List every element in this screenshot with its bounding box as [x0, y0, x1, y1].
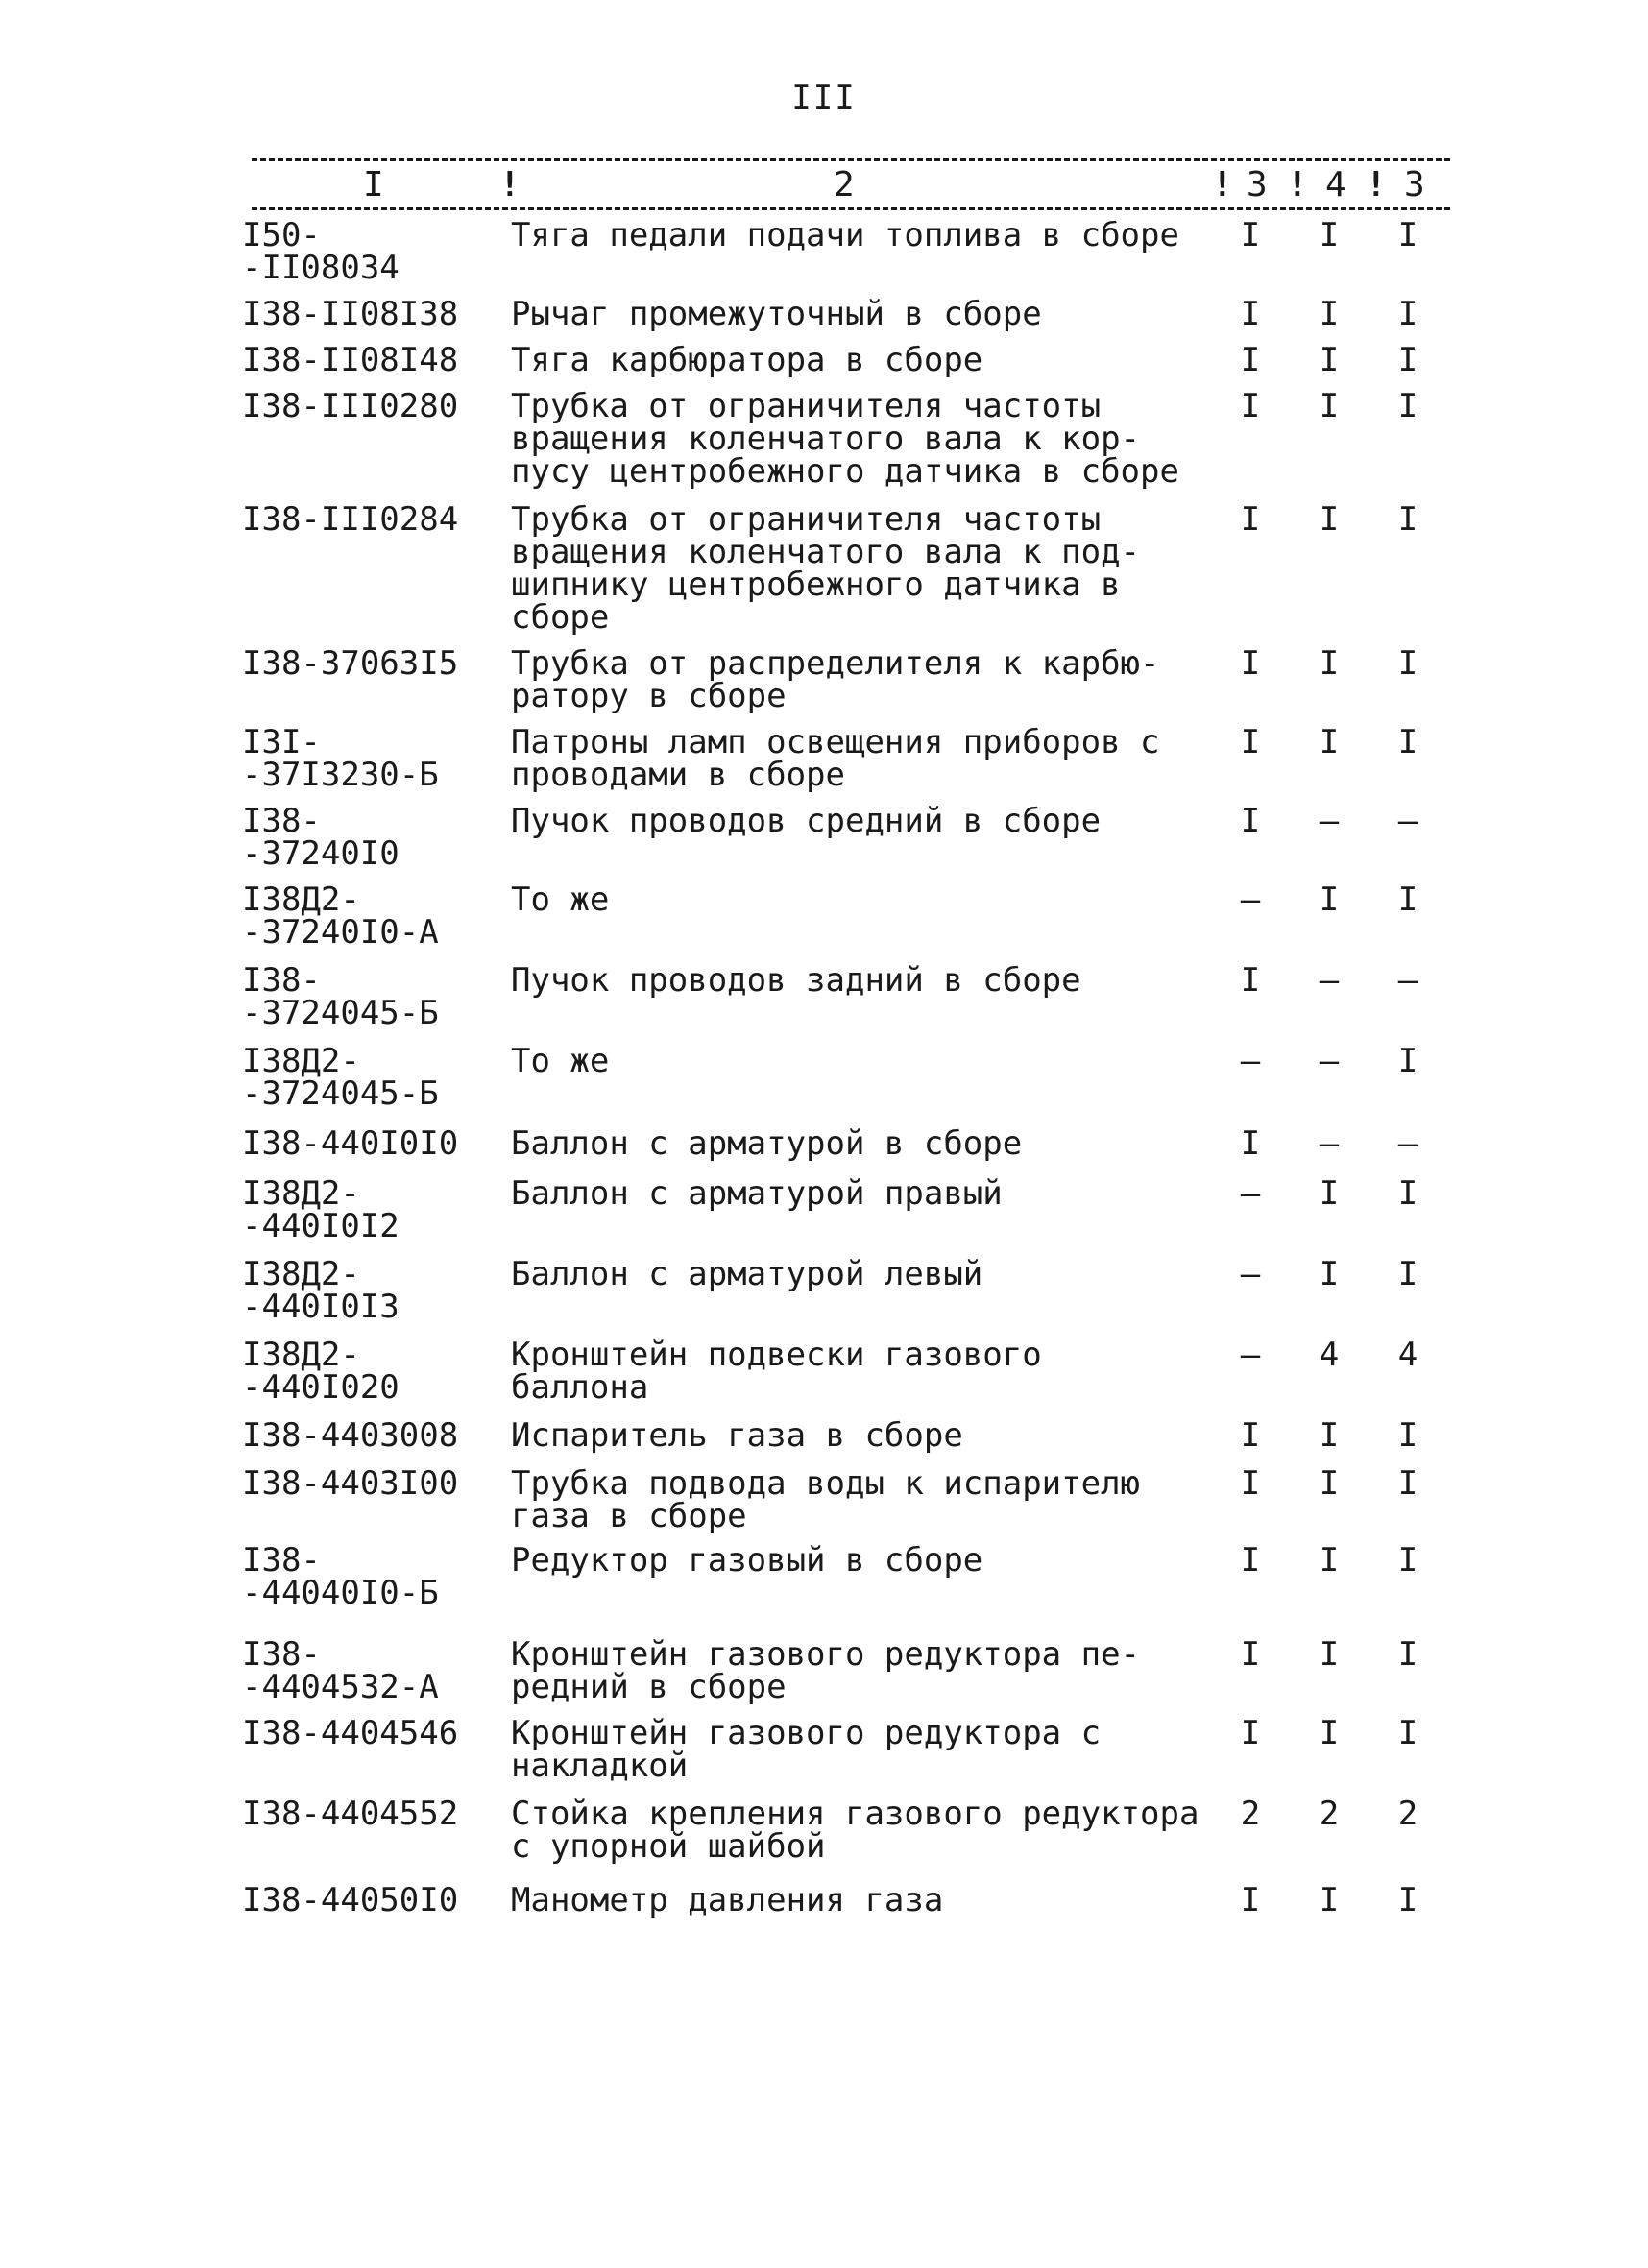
part-code: I38- -3724045-Б [242, 961, 439, 1032]
quantity-col5: – [1397, 802, 1418, 840]
quantity-col5: I [1397, 216, 1418, 254]
part-name: Редуктор газовый в сборе [511, 1541, 983, 1580]
quantity-col5: I [1397, 1464, 1418, 1503]
quantity-col5: 2 [1397, 1795, 1418, 1833]
part-name: Стойка крепления газового редуктора с упорной шайбой [511, 1795, 1200, 1866]
quantity-col4: I [1319, 341, 1340, 379]
quantity-col3: I [1240, 341, 1261, 379]
quantity-col3: – [1240, 1174, 1261, 1213]
table-row [0, 500, 1648, 647]
part-name: Пучок проводов задний в сборе [511, 961, 1081, 1000]
part-name: Тяга карбюратора в сборе [511, 341, 983, 379]
quantity-col4: I [1319, 881, 1340, 919]
quantity-col3: I [1240, 644, 1261, 683]
header-col-1: I [363, 165, 384, 205]
part-name: Трубка от ограничителя частоты вращения коленчатого вала к под- шипнику центробежного датчика в сборе [511, 500, 1141, 637]
table-row [0, 341, 1648, 390]
quantity-col5: 4 [1397, 1336, 1418, 1374]
parts-table [0, 216, 1648, 1932]
quantity-col5: I [1397, 1541, 1418, 1580]
quantity-col3: I [1240, 723, 1261, 761]
header-separator: ! [1366, 165, 1387, 205]
header-col-5: 3 [1404, 165, 1425, 205]
part-name: Манометр давления газа [511, 1881, 944, 1919]
part-name: Трубка от распределителя к карбю- ратору в сборе [511, 644, 1160, 715]
quantity-col4: I [1319, 1464, 1340, 1503]
part-name: Кронштейн подвески газового баллона [511, 1336, 1042, 1407]
part-code: I38Д2- -440I020 [242, 1336, 400, 1407]
quantity-col4: I [1319, 723, 1340, 761]
quantity-col3: I [1240, 1416, 1261, 1455]
header-top-rule [252, 158, 1450, 161]
part-code: I38-4403008 [242, 1416, 459, 1455]
quantity-col5: – [1397, 961, 1418, 1000]
quantity-col5: I [1397, 1881, 1418, 1919]
part-name: Баллон с арматурой в сборе [511, 1124, 1023, 1163]
table-row [0, 1635, 1648, 1717]
part-code: I50- -II08034 [242, 216, 400, 287]
part-name: То же [511, 881, 610, 919]
part-name: Трубка от ограничителя частоты вращения коленчатого вала к кор- пусу центробежного датчика в сборе [511, 387, 1179, 491]
part-code: I38-III0280 [242, 387, 459, 425]
quantity-col3: I [1240, 1635, 1261, 1674]
part-name: Пучок проводов средний в сборе [511, 802, 1102, 840]
quantity-col3: I [1240, 1541, 1261, 1580]
header-separator: ! [1287, 165, 1308, 205]
quantity-col5: I [1397, 1174, 1418, 1213]
quantity-col3: – [1240, 1336, 1261, 1374]
part-code: I38-II08I38 [242, 295, 459, 333]
quantity-col4: – [1319, 1124, 1340, 1163]
quantity-col5: I [1397, 500, 1418, 539]
quantity-col4: 4 [1319, 1336, 1340, 1374]
quantity-col3: 2 [1240, 1795, 1261, 1833]
part-code: I38-4404552 [242, 1795, 459, 1833]
quantity-col3: I [1240, 802, 1261, 840]
header-separator: ! [499, 165, 521, 205]
table-row [0, 1714, 1648, 1798]
part-name: Баллон с арматурой левый [511, 1255, 983, 1293]
header-col-2: 2 [834, 165, 855, 205]
quantity-col4: I [1319, 1635, 1340, 1674]
part-code: I38Д2- -440I0I2 [242, 1174, 400, 1245]
quantity-col3: – [1240, 881, 1261, 919]
header-col-4: 4 [1325, 165, 1346, 205]
table-row [0, 1124, 1648, 1177]
quantity-col5: – [1397, 1124, 1418, 1163]
header-col-3: 3 [1247, 165, 1268, 205]
quantity-col5: I [1397, 387, 1418, 425]
part-code: I38- -4404532-А [242, 1635, 439, 1706]
quantity-col3: I [1240, 295, 1261, 333]
header-separator: ! [1212, 165, 1233, 205]
quantity-col3: I [1240, 1881, 1261, 1919]
part-name: То же [511, 1042, 610, 1080]
quantity-col4: – [1319, 1042, 1340, 1080]
part-code: I38-440I0I0 [242, 1124, 459, 1163]
part-code: I38-4403I00 [242, 1464, 459, 1503]
part-code: I38-4404546 [242, 1714, 459, 1752]
part-name: Испаритель газа в сборе [511, 1416, 963, 1455]
table-row [0, 387, 1648, 503]
part-name: Кронштейн газового редуктора с накладкой [511, 1714, 1102, 1785]
part-code: I38-44050I0 [242, 1881, 459, 1919]
quantity-col3: I [1240, 961, 1261, 1000]
table-row [0, 961, 1648, 1045]
table-row [0, 1174, 1648, 1258]
part-code: I38-37063I5 [242, 644, 459, 683]
quantity-col3: – [1240, 1255, 1261, 1293]
quantity-col4: 2 [1319, 1795, 1340, 1833]
quantity-col3: I [1240, 1464, 1261, 1503]
quantity-col5: I [1397, 1635, 1418, 1674]
quantity-col5: I [1397, 1416, 1418, 1455]
table-row [0, 1336, 1648, 1419]
table-row [0, 1416, 1648, 1467]
table-row [0, 723, 1648, 805]
part-code: I38- -37240I0 [242, 802, 400, 873]
quantity-col3: I [1240, 500, 1261, 539]
quantity-col3: I [1240, 1124, 1261, 1163]
quantity-col4: I [1319, 295, 1340, 333]
quantity-col4: I [1319, 1714, 1340, 1752]
part-name: Патроны ламп освещения приборов с проводами в сборе [511, 723, 1160, 794]
part-name: Тяга педали подачи топлива в сборе [511, 216, 1179, 254]
quantity-col4: – [1319, 802, 1340, 840]
quantity-col4: I [1319, 1541, 1340, 1580]
table-row [0, 1541, 1648, 1638]
quantity-col4: I [1319, 1255, 1340, 1293]
table-row [0, 1255, 1648, 1339]
quantity-col5: I [1397, 881, 1418, 919]
table-row [0, 1881, 1648, 1932]
table-row [0, 883, 1648, 964]
table-header [0, 165, 1648, 205]
quantity-col5: I [1397, 723, 1418, 761]
quantity-col4: I [1319, 1416, 1340, 1455]
quantity-col5: I [1397, 341, 1418, 379]
page-number: III [791, 79, 857, 117]
quantity-col4: I [1319, 500, 1340, 539]
table-row [0, 802, 1648, 883]
part-name: Рычаг промежуточный в сборе [511, 295, 1042, 333]
part-name: Баллон с арматурой правый [511, 1174, 1003, 1213]
part-code: I38Д2- -440I0I3 [242, 1255, 400, 1326]
table-row [0, 644, 1648, 726]
quantity-col4: I [1319, 216, 1340, 254]
quantity-col4: I [1319, 387, 1340, 425]
quantity-col3: I [1240, 216, 1261, 254]
part-code: I38- -44040I0-Б [242, 1541, 439, 1612]
table-row [0, 1795, 1648, 1884]
quantity-col5: I [1397, 1255, 1418, 1293]
part-code: I38-III0284 [242, 500, 459, 539]
part-code: I38-II08I48 [242, 341, 459, 379]
quantity-col3: – [1240, 1042, 1261, 1080]
table-row [0, 1042, 1648, 1127]
quantity-col3: I [1240, 1714, 1261, 1752]
table-row [0, 1464, 1648, 1544]
quantity-col5: I [1397, 295, 1418, 333]
quantity-col4: – [1319, 961, 1340, 1000]
part-code: I3I- -37I3230-Б [242, 723, 439, 794]
quantity-col4: I [1319, 1881, 1340, 1919]
table-row [0, 216, 1648, 298]
part-code: I38Д2- -3724045-Б [242, 1042, 439, 1113]
quantity-col5: I [1397, 1042, 1418, 1080]
quantity-col4: I [1319, 1174, 1340, 1213]
quantity-col4: I [1319, 644, 1340, 683]
table-row [0, 295, 1648, 344]
header-bottom-rule [252, 207, 1450, 210]
part-code: I38Д2- -37240I0-А [242, 881, 439, 952]
quantity-col5: I [1397, 644, 1418, 683]
quantity-col5: I [1397, 1714, 1418, 1752]
part-name: Трубка подвода воды к испарителю газа в сборе [511, 1464, 1141, 1535]
quantity-col3: I [1240, 387, 1261, 425]
part-name: Кронштейн газового редуктора пе- редний в сборе [511, 1635, 1141, 1706]
